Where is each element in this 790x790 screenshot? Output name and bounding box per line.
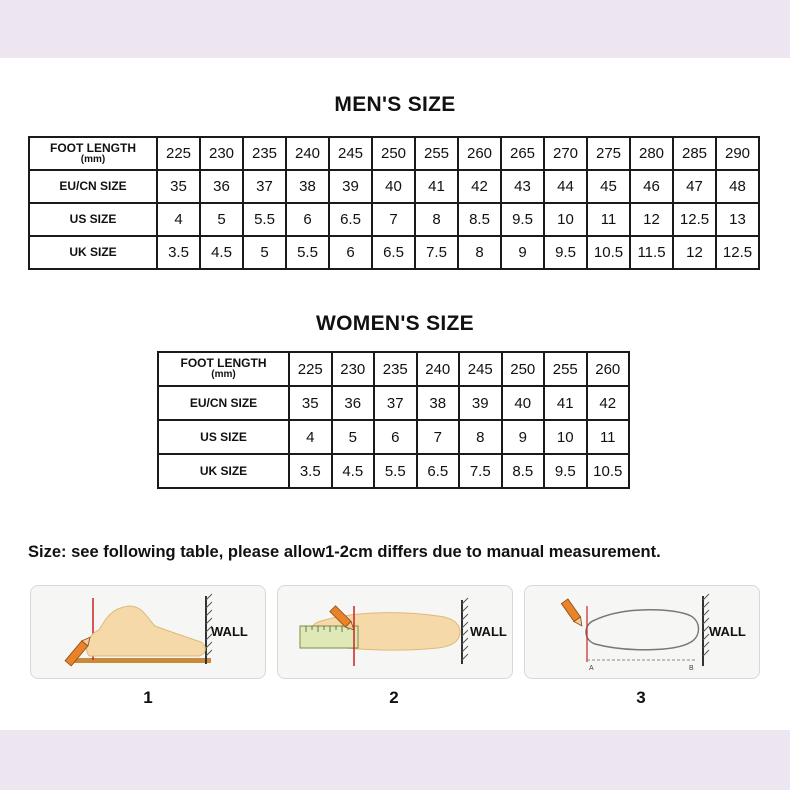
size-cell: 10 [544, 203, 587, 236]
wall-label: WALL [709, 624, 746, 639]
size-cell: 42 [587, 386, 630, 420]
size-cell: 9.5 [544, 454, 587, 488]
size-cell: 38 [286, 170, 329, 203]
size-cell: 230 [200, 137, 243, 170]
row-header [29, 137, 157, 170]
size-cell: 48 [716, 170, 759, 203]
size-cell: 4 [289, 420, 332, 454]
size-cell: 42 [458, 170, 501, 203]
row-header-label: US SIZE [200, 429, 247, 444]
step-2-number: 2 [389, 688, 399, 707]
size-cell: 255 [544, 352, 587, 386]
size-cell: 4.5 [200, 236, 243, 269]
womens-size-title: WOMEN'S SIZE [316, 312, 474, 335]
size-cell: 11 [587, 420, 630, 454]
row-header-label: EU/CN SIZE [59, 179, 127, 193]
size-cell: 8.5 [502, 454, 545, 488]
size-cell: 240 [417, 352, 460, 386]
size-cell: 9.5 [501, 203, 544, 236]
size-cell: 10.5 [587, 236, 630, 269]
size-row [29, 170, 759, 203]
size-cell: 5.5 [374, 454, 417, 488]
size-row [158, 420, 629, 454]
size-cell: 43 [501, 170, 544, 203]
row-header-label: UK SIZE [69, 245, 117, 259]
size-cell: 5 [200, 203, 243, 236]
size-cell: 275 [587, 137, 630, 170]
size-cell: 6.5 [372, 236, 415, 269]
size-cell: 36 [332, 386, 375, 420]
row-header [158, 386, 289, 420]
size-cell: 9.5 [544, 236, 587, 269]
size-cell: 235 [374, 352, 417, 386]
size-cell: 13 [716, 203, 759, 236]
size-cell: 38 [417, 386, 460, 420]
row-header [158, 420, 289, 454]
row-header-label: UK SIZE [199, 463, 248, 478]
size-row [29, 203, 759, 236]
size-cell: 47 [673, 170, 716, 203]
size-cell: 4 [157, 203, 200, 236]
size-cell: 235 [243, 137, 286, 170]
mens-size-title: MEN'S SIZE [334, 93, 456, 116]
size-cell: 270 [544, 137, 587, 170]
wall-label: WALL [211, 624, 248, 639]
size-cell: 46 [630, 170, 673, 203]
svg-text:A: A [589, 665, 594, 672]
size-cell: 230 [332, 352, 375, 386]
size-cell: 12.5 [716, 236, 759, 269]
size-cell: 5 [243, 236, 286, 269]
size-cell: 11 [587, 203, 630, 236]
size-cell: 3.5 [289, 454, 332, 488]
size-cell: 8 [459, 420, 502, 454]
size-cell: 290 [716, 137, 759, 170]
size-cell: 7 [372, 203, 415, 236]
size-cell: 40 [372, 170, 415, 203]
size-cell: 245 [329, 137, 372, 170]
size-cell: 3.5 [157, 236, 200, 269]
size-cell: 8 [415, 203, 458, 236]
size-cell: 6.5 [417, 454, 460, 488]
size-cell: 225 [157, 137, 200, 170]
size-row [158, 352, 629, 386]
step-3-number: 3 [636, 688, 646, 707]
size-cell: 6.5 [329, 203, 372, 236]
size-cell: 6 [286, 203, 329, 236]
size-cell: 260 [587, 352, 630, 386]
step-2-panel [277, 585, 513, 679]
size-cell: 250 [372, 137, 415, 170]
womens-size-table [157, 351, 630, 489]
size-cell: 4.5 [332, 454, 375, 488]
row-header-label: EU/CN SIZE [189, 395, 258, 410]
size-row [158, 386, 629, 420]
measurement-note: Size: see following table, please allow1-2cm differs due to manual measurement. [28, 543, 661, 561]
size-cell: 37 [243, 170, 286, 203]
size-row [29, 236, 759, 269]
row-header [29, 170, 157, 203]
size-cell: 240 [286, 137, 329, 170]
step-1-number: 1 [143, 688, 153, 707]
size-cell: 9 [502, 420, 545, 454]
size-cell: 7.5 [459, 454, 502, 488]
wall-label: WALL [470, 624, 507, 639]
size-cell: 225 [289, 352, 332, 386]
size-cell: 5 [332, 420, 375, 454]
size-cell: 7 [417, 420, 460, 454]
svg-text:B: B [689, 665, 694, 672]
size-cell: 39 [459, 386, 502, 420]
size-cell: 255 [415, 137, 458, 170]
size-cell: 285 [673, 137, 716, 170]
row-header [158, 352, 289, 386]
size-cell: 6 [329, 236, 372, 269]
size-cell: 260 [458, 137, 501, 170]
step-3-panel [524, 585, 760, 679]
size-cell: 10 [544, 420, 587, 454]
size-cell: 6 [374, 420, 417, 454]
row-header-unit: (mm) [80, 153, 106, 165]
size-cell: 35 [289, 386, 332, 420]
size-cell: 5.5 [286, 236, 329, 269]
size-cell: 41 [415, 170, 458, 203]
row-header-label: US SIZE [69, 212, 117, 226]
size-cell: 44 [544, 170, 587, 203]
row-header-unit: (mm) [211, 369, 236, 380]
size-cell: 37 [374, 386, 417, 420]
size-cell: 9 [501, 236, 544, 269]
size-cell: 250 [502, 352, 545, 386]
size-cell: 40 [502, 386, 545, 420]
size-cell: 8.5 [458, 203, 501, 236]
size-cell: 12.5 [673, 203, 716, 236]
size-cell: 265 [501, 137, 544, 170]
size-row [158, 454, 629, 488]
size-cell: 245 [459, 352, 502, 386]
size-cell: 10.5 [587, 454, 630, 488]
size-cell: 280 [630, 137, 673, 170]
row-header [29, 203, 157, 236]
size-cell: 8 [458, 236, 501, 269]
row-header-label: FOOT LENGTH [50, 140, 136, 155]
size-cell: 11.5 [630, 236, 673, 269]
size-cell: 39 [329, 170, 372, 203]
size-cell: 5.5 [243, 203, 286, 236]
size-cell: 12 [630, 203, 673, 236]
row-header [158, 454, 289, 488]
row-header-label: FOOT LENGTH [180, 356, 267, 370]
size-cell: 12 [673, 236, 716, 269]
step-1-panel [30, 585, 266, 679]
size-cell: 35 [157, 170, 200, 203]
size-row [29, 137, 759, 170]
size-cell: 41 [544, 386, 587, 420]
row-header [29, 236, 157, 269]
size-cell: 7.5 [415, 236, 458, 269]
size-cell: 36 [200, 170, 243, 203]
mens-size-table [28, 136, 760, 270]
size-cell: 45 [587, 170, 630, 203]
